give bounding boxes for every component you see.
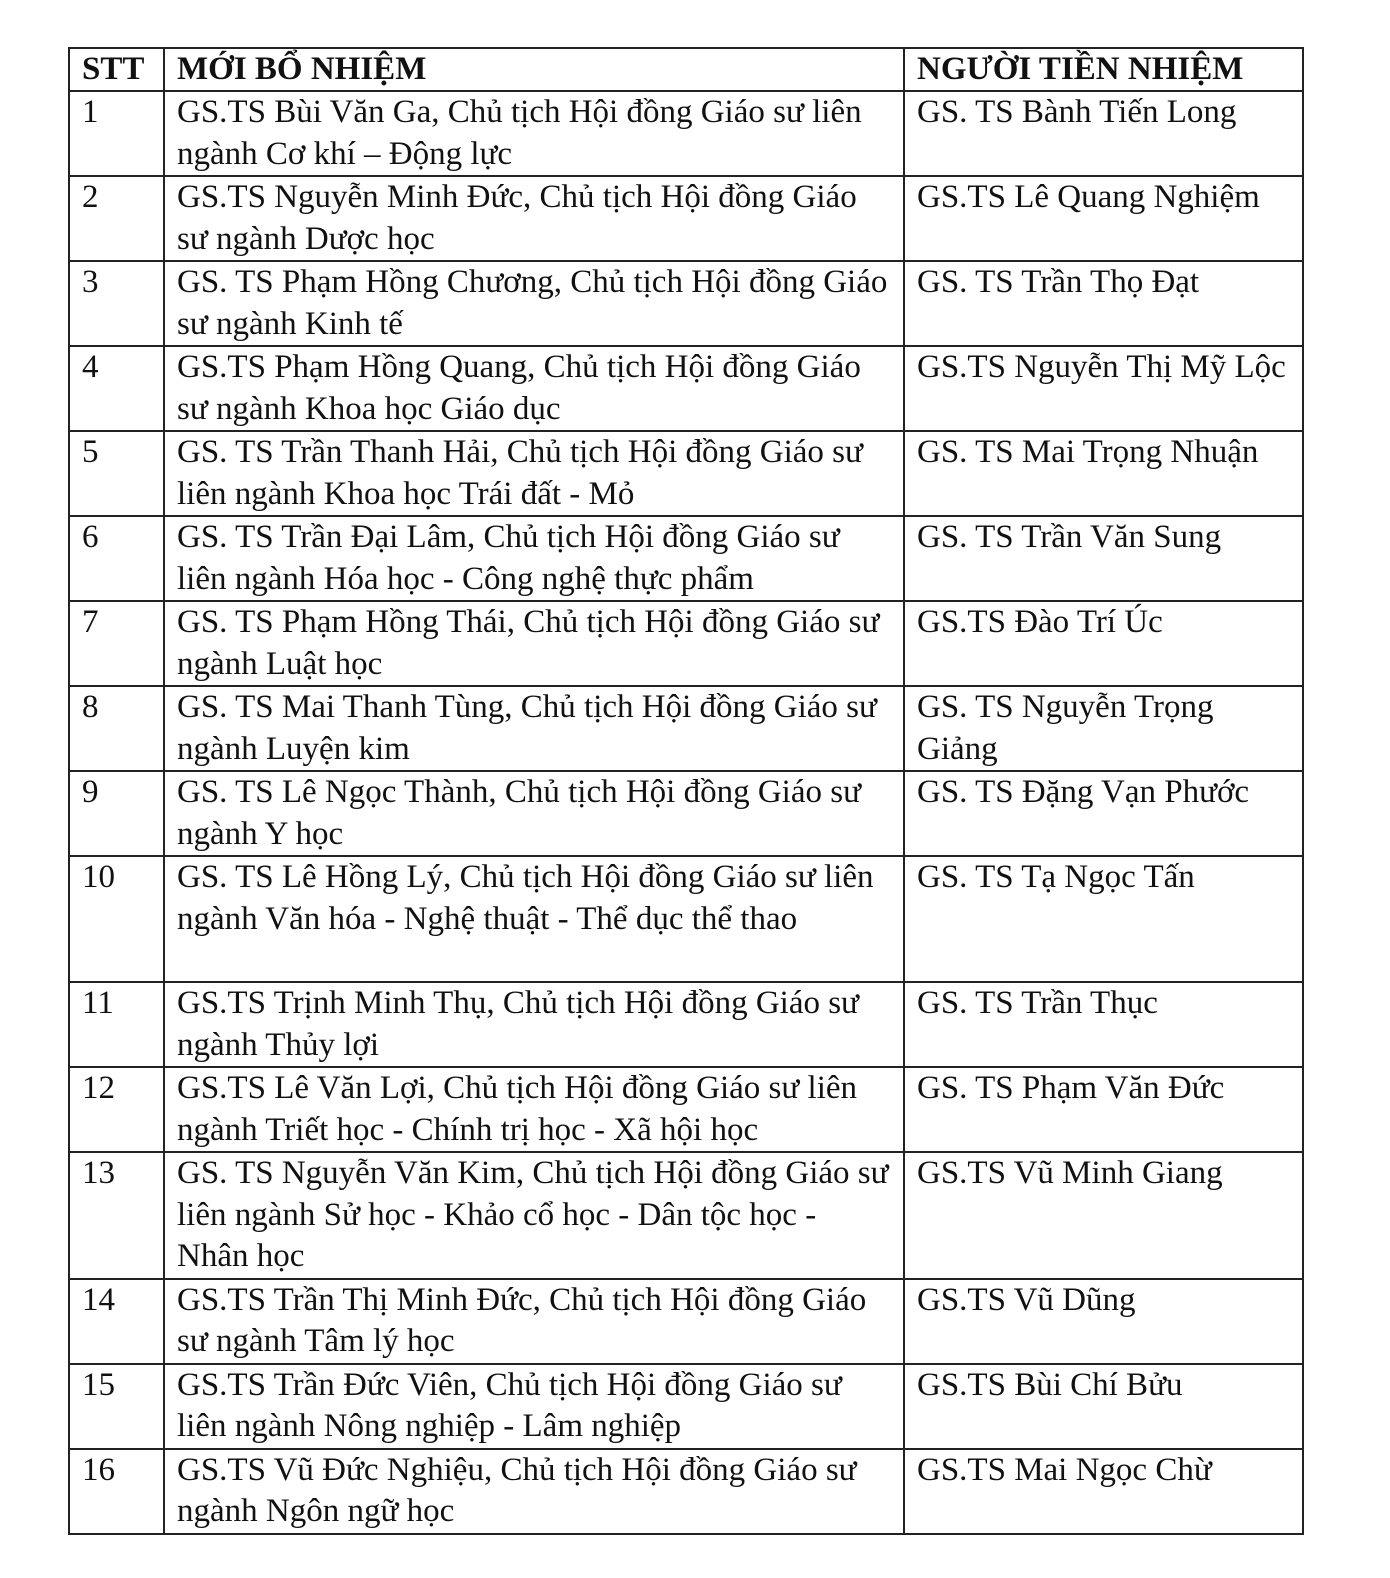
new-appointee-cell: GS. TS Phạm Hồng Chương, Chủ tịch Hội đồng Giáo sư ngành Kinh tế	[164, 261, 904, 346]
table-row	[69, 1449, 1303, 1534]
new-appointee-cell: GS. TS Trần Thanh Hải, Chủ tịch Hội đồng Giáo sư liên ngành Khoa học Trái đất - Mỏ	[164, 431, 904, 516]
predecessor-cell: GS.TS Bùi Chí Bửu	[904, 1364, 1303, 1449]
new-appointee-cell: GS.TS Nguyễn Minh Đức, Chủ tịch Hội đồng Giáo sư ngành Dược học	[164, 176, 904, 261]
row-number: 10	[69, 856, 164, 982]
row-number: 13	[69, 1152, 164, 1279]
row-number: 6	[69, 516, 164, 601]
header-new-appointee: MỚI BỔ NHIỆM	[164, 48, 904, 91]
table-row	[69, 601, 1303, 686]
row-number: 7	[69, 601, 164, 686]
appointments-table	[68, 47, 1304, 1535]
header-stt: STT	[69, 48, 164, 91]
new-appointee-cell: GS.TS Trần Đức Viên, Chủ tịch Hội đồng Giáo sư liên ngành Nông nghiệp - Lâm nghiệp	[164, 1364, 904, 1449]
new-appointee-cell: GS. TS Trần Đại Lâm, Chủ tịch Hội đồng Giáo sư liên ngành Hóa học - Công nghệ thực phẩm	[164, 516, 904, 601]
new-appointee-cell: GS. TS Nguyễn Văn Kim, Chủ tịch Hội đồng Giáo sư liên ngành Sử học - Khảo cổ học - Dân tộc học - Nhân học	[164, 1152, 904, 1279]
new-appointee-cell: GS.TS Phạm Hồng Quang, Chủ tịch Hội đồng Giáo sư ngành Khoa học Giáo dục	[164, 346, 904, 431]
table-body	[69, 91, 1303, 1534]
row-number: 14	[69, 1279, 164, 1364]
row-number: 11	[69, 982, 164, 1067]
predecessor-cell: GS. TS Nguyễn Trọng Giảng	[904, 686, 1303, 771]
new-appointee-cell: GS.TS Vũ Đức Nghiệu, Chủ tịch Hội đồng Giáo sư ngành Ngôn ngữ học	[164, 1449, 904, 1534]
new-appointee-cell: GS. TS Lê Ngọc Thành, Chủ tịch Hội đồng Giáo sư ngành Y học	[164, 771, 904, 856]
table-row	[69, 982, 1303, 1067]
row-number: 12	[69, 1067, 164, 1152]
header-row	[69, 48, 1303, 91]
predecessor-cell: GS.TS Lê Quang Nghiệm	[904, 176, 1303, 261]
new-appointee-cell: GS.TS Lê Văn Lợi, Chủ tịch Hội đồng Giáo sư liên ngành Triết học - Chính trị học - Xã hội học	[164, 1067, 904, 1152]
new-appointee-cell: GS.TS Bùi Văn Ga, Chủ tịch Hội đồng Giáo sư liên ngành Cơ khí – Động lực	[164, 91, 904, 176]
predecessor-cell: GS. TS Phạm Văn Đức	[904, 1067, 1303, 1152]
new-appointee-cell: GS. TS Mai Thanh Tùng, Chủ tịch Hội đồng Giáo sư ngành Luyện kim	[164, 686, 904, 771]
predecessor-cell: GS. TS Tạ Ngọc Tấn	[904, 856, 1303, 982]
table-row	[69, 771, 1303, 856]
table-row	[69, 431, 1303, 516]
new-appointee-cell: GS.TS Trịnh Minh Thụ, Chủ tịch Hội đồng Giáo sư ngành Thủy lợi	[164, 982, 904, 1067]
table-row	[69, 1067, 1303, 1152]
row-number: 1	[69, 91, 164, 176]
table-row	[69, 856, 1303, 982]
table-header	[69, 48, 1303, 91]
predecessor-cell: GS. TS Trần Thục	[904, 982, 1303, 1067]
new-appointee-cell: GS. TS Lê Hồng Lý, Chủ tịch Hội đồng Giáo sư liên ngành Văn hóa - Nghệ thuật - Thể dục thể thao	[164, 856, 904, 982]
predecessor-cell: GS. TS Đặng Vạn Phước	[904, 771, 1303, 856]
table-row	[69, 1364, 1303, 1449]
table-row	[69, 91, 1303, 176]
table-row	[69, 1152, 1303, 1279]
row-number: 3	[69, 261, 164, 346]
predecessor-cell: GS.TS Vũ Dũng	[904, 1279, 1303, 1364]
predecessor-cell: GS.TS Mai Ngọc Chừ	[904, 1449, 1303, 1534]
table-row	[69, 686, 1303, 771]
predecessor-cell: GS. TS Trần Thọ Đạt	[904, 261, 1303, 346]
table-row	[69, 261, 1303, 346]
predecessor-cell: GS.TS Đào Trí Úc	[904, 601, 1303, 686]
row-number: 15	[69, 1364, 164, 1449]
predecessor-cell: GS. TS Mai Trọng Nhuận	[904, 431, 1303, 516]
table-row	[69, 1279, 1303, 1364]
table-row	[69, 176, 1303, 261]
row-number: 4	[69, 346, 164, 431]
predecessor-cell: GS. TS Trần Văn Sung	[904, 516, 1303, 601]
predecessor-cell: GS.TS Nguyễn Thị Mỹ Lộc	[904, 346, 1303, 431]
predecessor-cell: GS.TS Vũ Minh Giang	[904, 1152, 1303, 1279]
header-predecessor: NGƯỜI TIỀN NHIỆM	[904, 48, 1303, 91]
row-number: 9	[69, 771, 164, 856]
row-number: 2	[69, 176, 164, 261]
row-number: 8	[69, 686, 164, 771]
table-row	[69, 516, 1303, 601]
new-appointee-cell: GS.TS Trần Thị Minh Đức, Chủ tịch Hội đồng Giáo sư ngành Tâm lý học	[164, 1279, 904, 1364]
row-number: 16	[69, 1449, 164, 1534]
new-appointee-cell: GS. TS Phạm Hồng Thái, Chủ tịch Hội đồng Giáo sư ngành Luật học	[164, 601, 904, 686]
row-number: 5	[69, 431, 164, 516]
predecessor-cell: GS. TS Bành Tiến Long	[904, 91, 1303, 176]
table-row	[69, 346, 1303, 431]
